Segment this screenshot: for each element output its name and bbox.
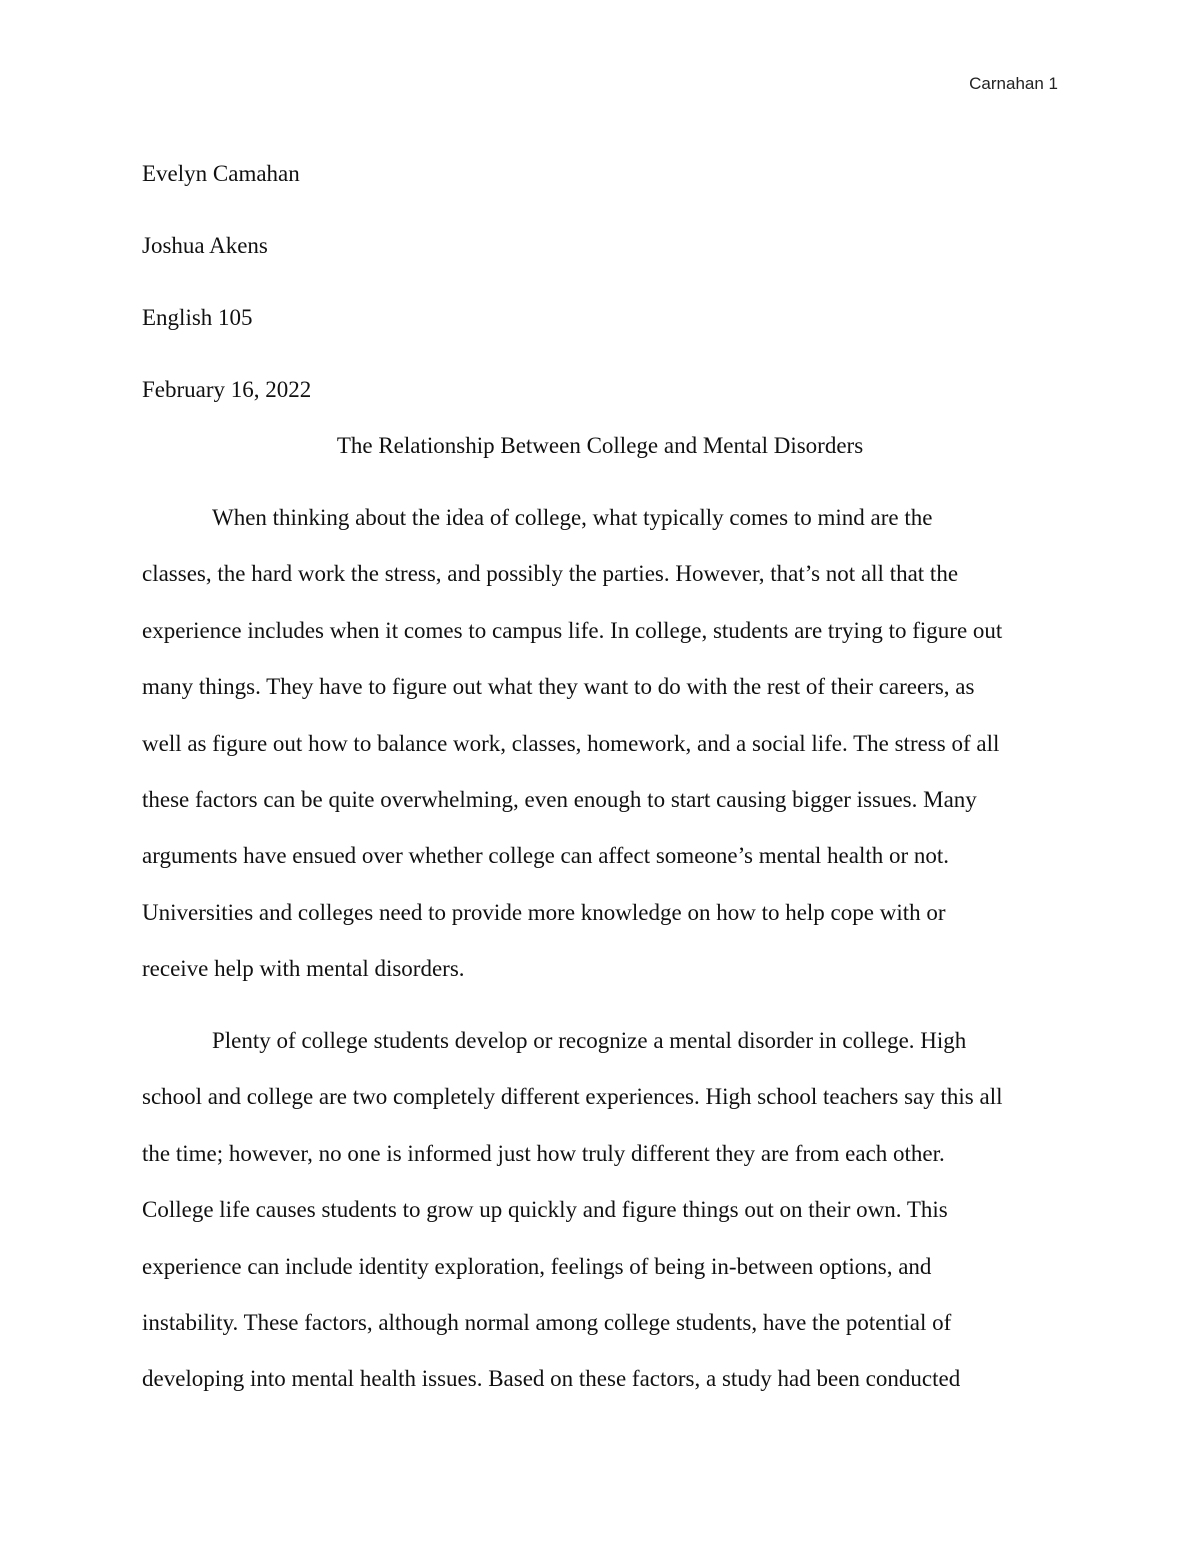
paragraph-line: well as figure out how to balance work, classes, homework, and a social life. The stress of all xyxy=(142,730,1000,756)
body-paragraph xyxy=(142,490,1058,998)
paragraph-line: instability. These factors, although normal among college students, have the potential of xyxy=(142,1309,952,1335)
paragraph-line: When thinking about the idea of college, what typically comes to mind are the xyxy=(212,505,933,530)
paragraph-line: Plenty of college students develop or recognize a mental disorder in college. High xyxy=(212,1028,967,1053)
paragraph-line: experience includes when it comes to campus life. In college, students are trying to figure out xyxy=(142,617,1003,643)
running-header-page-number: Carnahan 1 xyxy=(969,74,1058,93)
paragraph-line: developing into mental health issues. Based on these factors, a study had been conducted xyxy=(142,1366,961,1392)
paragraph-line: many things. They have to figure out what they want to do with the rest of their careers, as xyxy=(142,674,975,700)
author-name: Evelyn Camahan xyxy=(142,161,300,186)
paragraph-line: these factors can be quite overwhelming, even enough to start causing bigger issues. Many xyxy=(142,786,977,812)
essay-title: The Relationship Between College and Mental Disorders xyxy=(336,433,864,458)
course-name: English 105 xyxy=(142,305,253,330)
body-paragraph xyxy=(142,1013,1058,1408)
paragraph-line: Universities and colleges need to provide more knowledge on how to help cope with or xyxy=(142,899,946,925)
date: February 16, 2022 xyxy=(142,377,312,402)
paragraph-line: experience can include identity exploration, feelings of being in-between options, and xyxy=(142,1253,932,1279)
paragraph-line: the time; however, no one is informed just how truly different they are from each other. xyxy=(142,1140,945,1166)
paragraph-line: College life causes students to grow up quickly and figure things out on their own. This xyxy=(142,1197,948,1223)
instructor-name: Joshua Akens xyxy=(142,233,268,258)
paragraph-line: school and college are two completely different experiences. High school teachers say this all xyxy=(142,1084,1003,1110)
paragraph-line: receive help with mental disorders. xyxy=(142,956,465,982)
paragraph-line: classes, the hard work the stress, and possibly the parties. However, that’s not all that the xyxy=(142,561,959,587)
paragraph-line: arguments have ensued over whether college can affect someone’s mental health or not. xyxy=(142,843,950,869)
mla-heading xyxy=(142,138,1058,426)
